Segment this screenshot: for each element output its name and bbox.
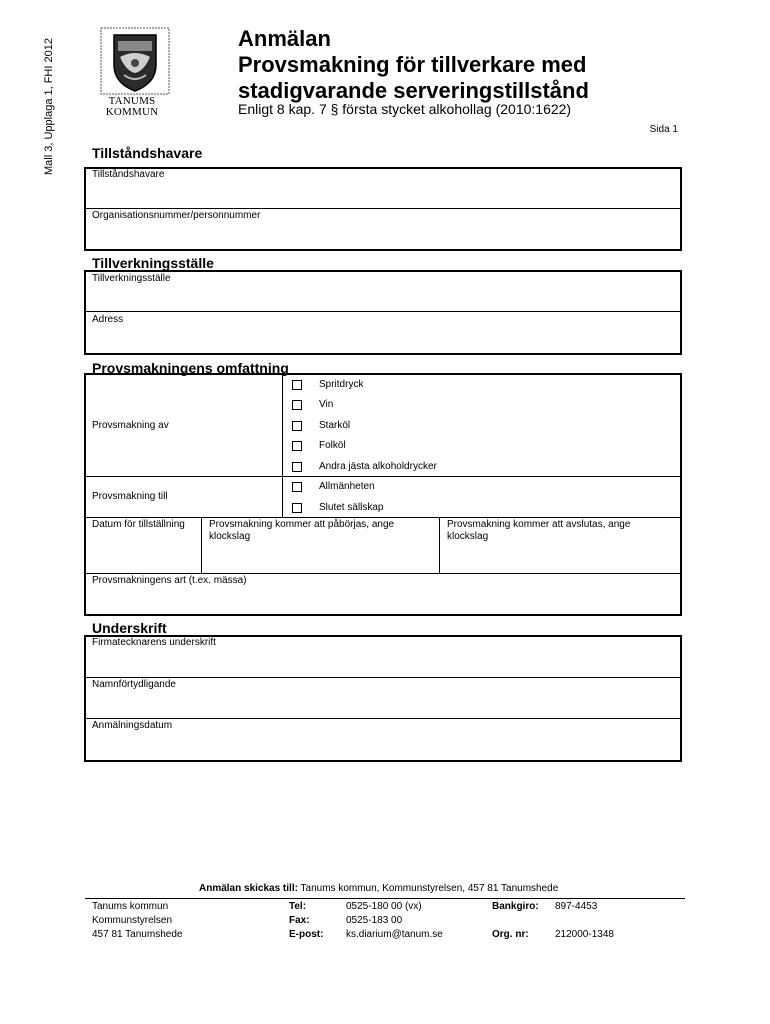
event-date-field[interactable]: Datum för tillställning xyxy=(92,519,185,530)
footer-tel-label: Tel: xyxy=(289,901,307,912)
logo-text-line2: KOMMUN xyxy=(105,106,159,118)
checkbox-spritdryck[interactable] xyxy=(292,380,302,390)
divider xyxy=(85,677,681,678)
start-time-field[interactable] xyxy=(209,519,394,543)
footer-bankgiro: 897-4453 xyxy=(555,901,598,912)
footer-bank-labels xyxy=(492,900,539,942)
footer-bankgiro-label: Bankgiro: xyxy=(492,901,539,912)
start-time-label-line1: Provsmakning kommer att påbörjas, ange xyxy=(209,519,395,530)
page-number: Sida 1 xyxy=(649,124,678,135)
holder-name-field[interactable]: Tillståndshavare xyxy=(92,169,165,180)
site-name-field[interactable]: Tillverkningsställe xyxy=(92,273,171,284)
footer-divider xyxy=(85,898,685,899)
tasting-kind-field[interactable]: Provsmakningens art (t.ex. mässa) xyxy=(92,575,247,586)
checkbox-folkol[interactable] xyxy=(292,441,302,451)
divider xyxy=(85,718,681,719)
title-line2: Provsmakning för tillverkare med xyxy=(238,52,587,77)
checkbox-vin[interactable] xyxy=(292,400,302,410)
footer-contact-values xyxy=(346,900,443,942)
option-folkol: Folköl xyxy=(319,440,346,451)
footer-fax-label: Fax: xyxy=(289,915,310,926)
municipality-coat-of-arms-logo xyxy=(100,27,170,95)
checkbox-starkol[interactable] xyxy=(292,421,302,431)
footer-orgnr: 212000-1348 xyxy=(555,929,614,940)
option-slutet-sallskap: Slutet sällskap xyxy=(319,502,384,513)
checkbox-allmanheten[interactable] xyxy=(292,482,302,492)
name-clarification-field[interactable]: Namnförtydligande xyxy=(92,679,176,690)
send-to-label: Anmälan skickas till: xyxy=(199,883,298,894)
holder-orgnr-field[interactable]: Organisationsnummer/personnummer xyxy=(92,210,261,221)
footer-contact-labels xyxy=(289,900,323,942)
signature-field[interactable]: Firmatecknarens underskrift xyxy=(92,637,216,648)
option-andra-jasta: Andra jästa alkoholdrycker xyxy=(319,461,437,472)
footer-address xyxy=(92,900,182,942)
option-spritdryck: Spritdryck xyxy=(319,379,364,390)
site-box xyxy=(84,270,682,355)
option-starkol: Starköl xyxy=(319,420,351,431)
form-template-note: Mall 3, Upplaga 1, FHI 2012 xyxy=(43,38,55,175)
send-to-line xyxy=(199,883,558,894)
footer-address-line: 457 81 Tanumshede xyxy=(92,929,183,940)
divider xyxy=(85,573,681,574)
footer-email-label: E-post: xyxy=(289,929,324,940)
start-time-label-line2: klockslag xyxy=(209,531,251,542)
divider xyxy=(439,517,440,573)
footer-email: ks.diarium@tanum.se xyxy=(346,929,443,940)
footer-address-line: Kommunstyrelsen xyxy=(92,915,173,926)
checkbox-slutet-sallskap[interactable] xyxy=(292,503,302,513)
section-title-signature: Underskrift xyxy=(92,620,167,636)
tasting-for-label: Provsmakning till xyxy=(92,491,168,502)
end-time-field[interactable] xyxy=(447,519,630,543)
divider xyxy=(85,311,681,312)
option-vin: Vin xyxy=(319,399,334,410)
form-title xyxy=(238,26,589,104)
end-time-label-line1: Provsmakning kommer att avslutas, ange xyxy=(447,519,631,530)
divider xyxy=(282,374,283,517)
end-time-label-line2: klockslag xyxy=(447,531,489,542)
section-title-holder: Tillståndshavare xyxy=(92,145,203,161)
footer-fax: 0525-183 00 xyxy=(346,915,403,926)
footer-tel: 0525-180 00 (vx) xyxy=(346,901,422,912)
signature-box xyxy=(84,635,682,762)
footer-bank-values xyxy=(555,900,614,942)
logo-text-line1: TANUMS xyxy=(108,95,156,107)
form-subtitle: Enligt 8 kap. 7 § första stycket alkohollag (2010:1622) xyxy=(238,101,572,117)
divider xyxy=(201,517,202,573)
holder-box xyxy=(84,167,682,251)
tasting-of-label: Provsmakning av xyxy=(92,420,169,431)
site-address-field[interactable]: Adress xyxy=(92,314,124,325)
section-title-site: Tillverkningsställe xyxy=(92,255,214,271)
divider xyxy=(85,208,681,209)
send-to-address: Tanums kommun, Kommunstyrelsen, 457 81 Tanumshede xyxy=(300,883,559,894)
municipality-logo-text xyxy=(96,96,168,118)
title-line1: Anmälan xyxy=(238,26,331,51)
title-line3: stadigvarande serveringstillstånd xyxy=(238,78,589,103)
option-allmanheten: Allmänheten xyxy=(319,481,375,492)
notification-date-field[interactable]: Anmälningsdatum xyxy=(92,720,173,731)
section-title-scope: Provsmakningens omfattning xyxy=(92,360,289,376)
checkbox-andra-jasta[interactable] xyxy=(292,462,302,472)
footer-address-line: Tanums kommun xyxy=(92,901,169,912)
footer-orgnr-label: Org. nr: xyxy=(492,929,529,940)
divider xyxy=(85,476,681,477)
divider xyxy=(85,517,681,518)
